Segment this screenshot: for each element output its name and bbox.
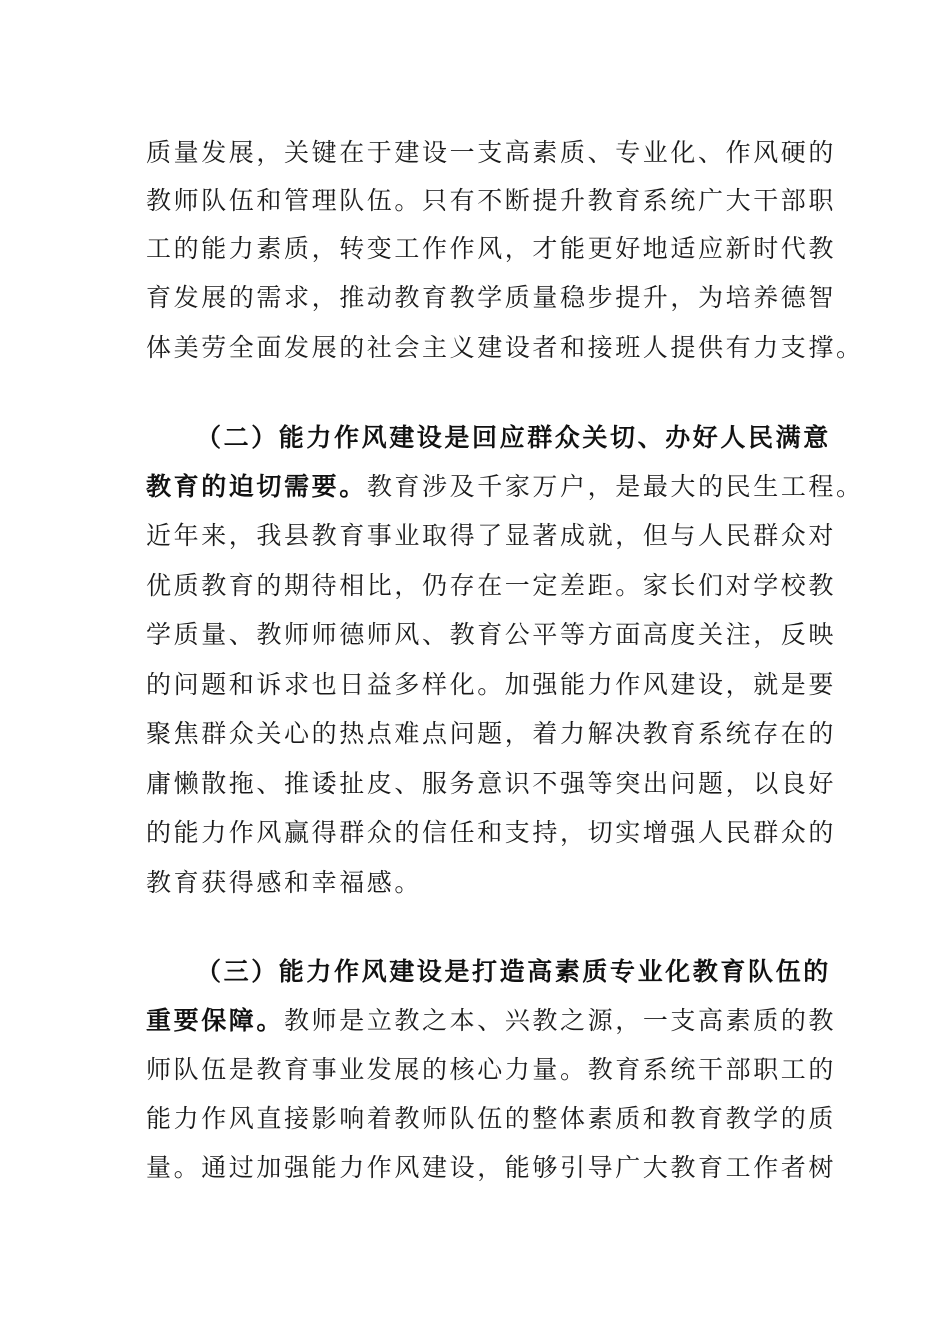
paragraph-2-line: 教育获得感和幸福感。 <box>146 868 423 897</box>
paragraph-3-text: 教师是立教之本、兴教之源，一支高素质的教 <box>284 1006 837 1035</box>
paragraph-3-line: 师队伍是教育事业发展的核心力量。教育系统干部职工的 <box>146 1055 837 1084</box>
section-3-heading: （三）能力作风建设是打造高素质专业化教育队伍的 <box>196 957 831 986</box>
paragraph-2-line: 优质教育的期待相比，仍存在一定差距。家长们对学校教 <box>146 571 837 600</box>
paragraph-2-line: 的能力作风赢得群众的信任和支持，切实增强人民群众的 <box>146 818 837 847</box>
paragraph-3-line: 量。通过加强能力作风建设，能够引导广大教育工作者树 <box>146 1153 837 1182</box>
paragraph-2-line: 聚焦群众关心的热点难点问题，着力解决教育系统存在的 <box>146 719 837 748</box>
section-2-heading: （二）能力作风建设是回应群众关切、办好人民满意 <box>196 423 831 452</box>
paragraph-1-line: 育发展的需求，推动教育教学质量稳步提升，为培养德智 <box>146 283 837 312</box>
section-3-heading-line-2 <box>146 1006 836 1036</box>
paragraph-2-line: 近年来，我县教育事业取得了显著成就，但与人民群众对 <box>146 521 837 550</box>
paragraph-2-line: 学质量、教师师德师风、教育公平等方面高度关注，反映 <box>146 620 837 649</box>
paragraph-1-line: 质量发展，关键在于建设一支高素质、专业化、作风硬的 <box>146 138 837 167</box>
section-2-heading-line-2 <box>146 472 864 502</box>
paragraph-2-line: 庸懒散拖、推诿扯皮、服务意识不强等突出问题，以良好 <box>146 769 837 798</box>
paragraph-3-line: 能力作风直接影响着教师队伍的整体素质和教育教学的质 <box>146 1104 837 1133</box>
section-3-heading-end: 重要保障。 <box>146 1006 285 1035</box>
paragraph-1-line: 体美劳全面发展的社会主义建设者和接班人提供有力支撑。 <box>146 333 864 362</box>
paragraph-2-text: 教育涉及千家万户，是最大的民生工程。 <box>366 472 864 501</box>
paragraph-2-line: 的问题和诉求也日益多样化。加强能力作风建设，就是要 <box>146 670 837 699</box>
paragraph-1-line: 工的能力素质，转变工作作风，才能更好地适应新时代教 <box>146 234 837 263</box>
paragraph-1-line: 教师队伍和管理队伍。只有不断提升教育系统广大干部职 <box>146 186 837 215</box>
section-2-heading-end: 教育的迫切需要。 <box>146 472 367 501</box>
